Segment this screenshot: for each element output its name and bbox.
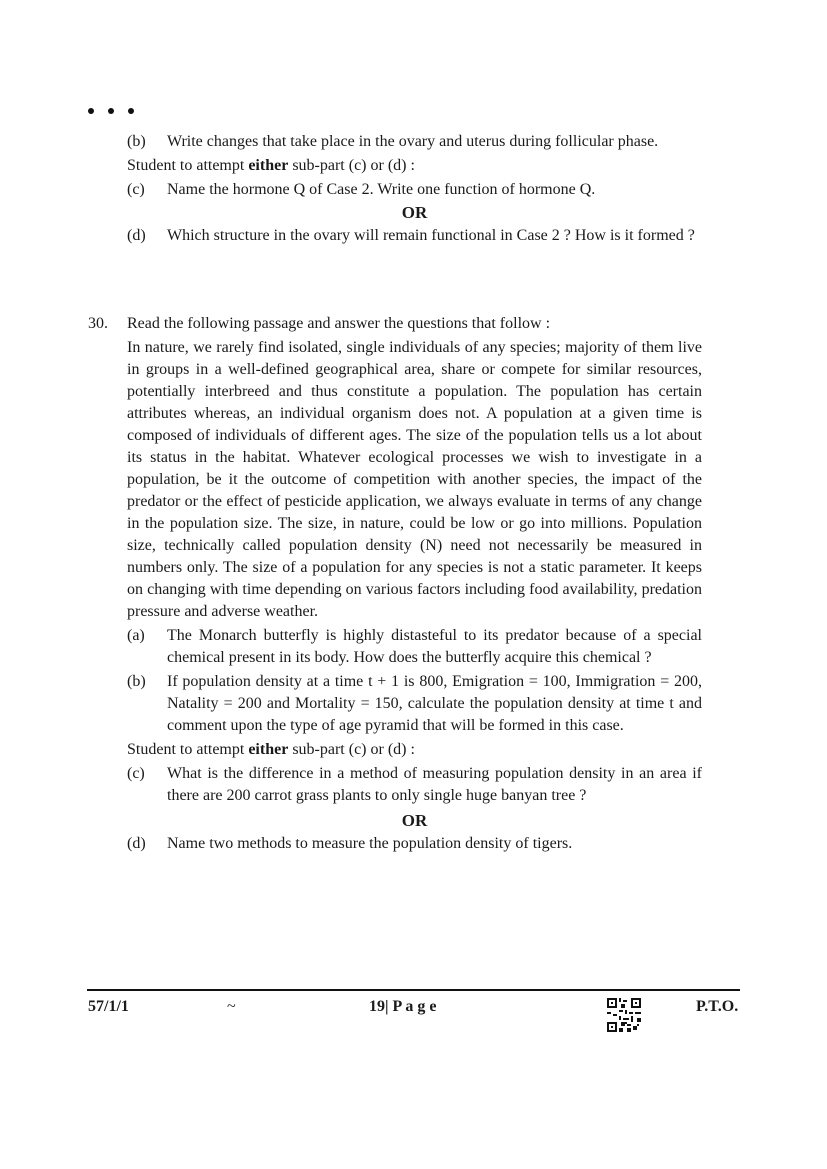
sub-question-text: Name the hormone Q of Case 2. Write one function of hormone Q. [167,181,596,198]
sub-question-label: (a) [127,627,145,644]
dot-icon [108,108,114,114]
page-label: | P a g e [385,998,437,1015]
passage-text: In nature, we rarely find isolated, single individuals of any species; majority of them live in groups in a well-defined geographical area, share or compete for similar resources, potentially interbreed and thus constitute a population. The population has certain attributes whereas, an individual organism does not. A population at a given time is composed of individuals of different ages. The size of the population tells us a lot about its status in the habitat. Whatever ecological processes we wish to investigate in a population, be it the outcome of competition with another species, the impact of the predator or the effect of pesticide application, we always evaluate in terms of any change in the population size. The size, in nature, could be low or go into millions. Population size, technically called population density (N) need not necessarily be measured in numbers only. The size of a population for any species is not a static parameter. It keeps on changing with time depending on various factors including food availability, predation pressure and adverse weather. [127,339,702,620]
sub-question-text: If population density at a time t + 1 is 800, Emigration = 100, Immigration = 200, Natality = 200 and Mortality = 150, calculate the population density at time t and comment upon the type of age pyramid that will be formed in this case. [167,673,702,734]
paper-code: 57/1/1 [88,998,129,1015]
sub-question-label: (b) [127,673,146,690]
question-30 [127,313,702,855]
sub-question-label: (d) [127,835,146,852]
sub-question-a [127,625,702,669]
sub-question-label: (b) [127,133,146,150]
sub-question-text: Name two methods to measure the population density of tigers. [167,835,573,852]
sub-question-text: Write changes that take place in the ovary and uterus during follicular phase. [167,133,659,150]
sub-question-b [127,131,702,153]
sub-question-d [127,225,702,247]
qr-code-icon [607,998,641,1032]
sub-question-label: (c) [127,181,145,198]
prev-question-continuation [127,131,702,247]
choice-instruction: Student to attempt either sub-part (c) or (d) : [127,157,415,174]
page-indicator [369,998,437,1016]
sub-question-label: (d) [127,227,146,244]
question-number: 30. [88,315,108,332]
sub-question-d [127,833,702,855]
page-number: 19 [369,998,385,1015]
or-separator: OR [401,811,428,830]
footer-divider [87,989,740,991]
footer-tilde: ~ [227,998,236,1015]
either-emphasis: either [248,157,289,174]
sub-question-c [127,179,702,201]
or-separator: OR [401,203,428,222]
choice-instruction: Student to attempt either sub-part (c) or (d) : [127,741,415,758]
dot-icon [88,108,94,114]
dot-icon [128,108,134,114]
question-prompt: Read the following passage and answer the questions that follow : [127,315,551,332]
sub-question-b [127,671,702,737]
sub-question-text: What is the difference in a method of measuring population density in an area if there are 200 carrot grass plants to only single huge banyan tree ? [167,765,702,804]
please-turn-over: P.T.O. [696,998,739,1015]
sub-question-label: (c) [127,765,145,782]
continuation-dots [88,108,134,114]
either-emphasis: either [248,741,289,758]
sub-question-text: Which structure in the ovary will remain functional in Case 2 ? How is it formed ? [167,227,695,244]
sub-question-c [127,763,702,807]
sub-question-text: The Monarch butterfly is highly distasteful to its predator because of a special chemical present in its body. How does the butterfly acquire this chemical ? [167,627,702,666]
